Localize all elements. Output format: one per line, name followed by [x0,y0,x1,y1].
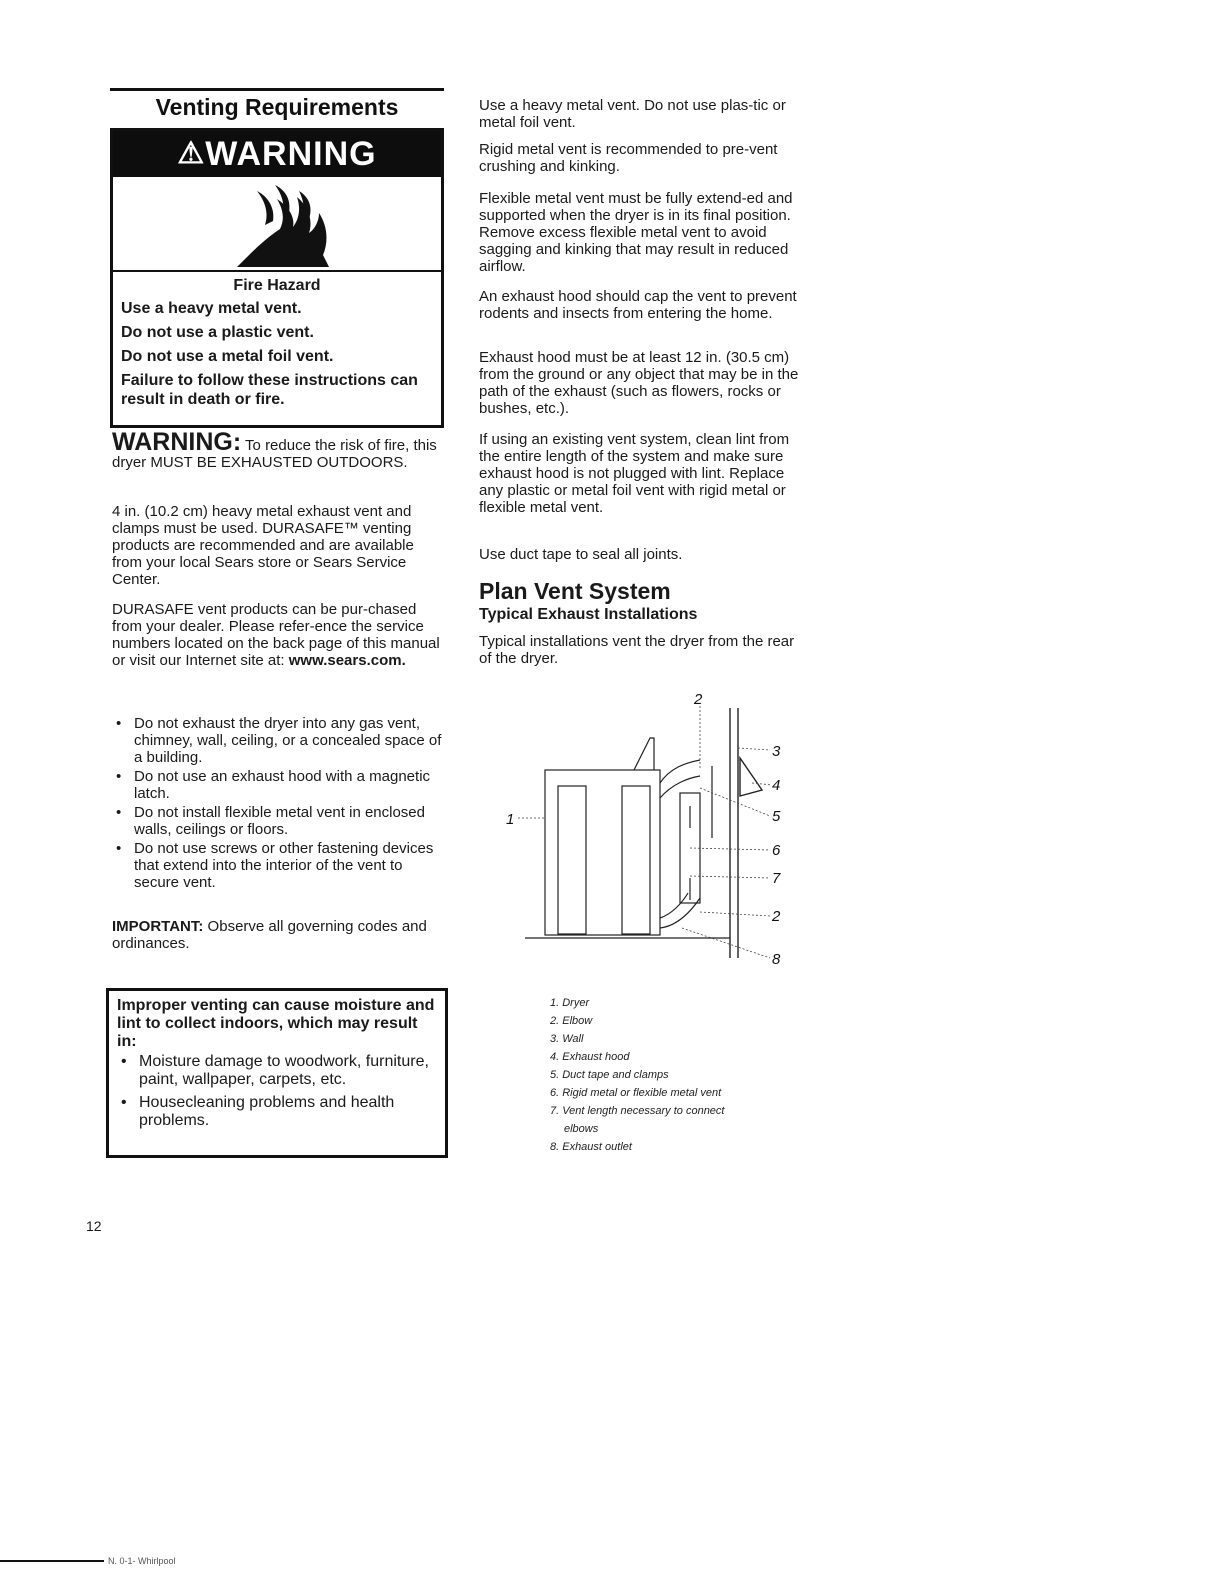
important-text: Observe all governing codes and ordinances. [112,918,427,952]
list-item: • Housecleaning problems and health problems. [117,1094,439,1130]
vent-drawing [660,760,712,928]
list-item: • Do not use screws or other fastening devices that extend into the interior of the vent to secure vent. [112,840,442,891]
paragraph: If using an existing vent system, clean lint from the entire length of the system and make sure exhaust hood is not plugged with lint. Replace any plastic or metal foil vent with rigid metal or flexible metal vent. [479,431,790,516]
list-item: • Do not install flexible metal vent in enclosed walls, ceilings or floors. [112,804,442,838]
diagram-label: 2 [772,908,781,925]
hazard-title: Fire Hazard [233,277,321,294]
warning-triangle-icon: ⚠ [177,137,206,170]
top-rule [110,88,444,91]
warning-divider [113,270,441,272]
important-note [112,918,442,952]
warning-label: WARNING: [112,428,242,456]
paragraph: 4 in. (10.2 cm) heavy metal exhaust vent and clamps must be used. DURASAFE™ venting products are recommended and are available from your local Sears store or Sears Service Center. [112,503,414,588]
warning-text: To reduce the risk of fire, this dryer MUST BE EXHAUSTED OUTDOORS. [112,437,437,471]
hazard-line: Use a heavy metal vent. [121,300,302,317]
paragraph: Rigid metal vent is recommended to pre-vent crushing and kinking. [479,141,778,175]
hazard-line: Do not use a plastic vent. [121,324,314,341]
paragraph: Use a heavy metal vent. Do not use plas-tic or metal foil vent. [479,97,786,131]
paragraph: An exhaust hood should cap the vent to prevent rodents and insects from entering the home. [479,288,797,322]
diagram-label: 2 [694,691,703,708]
plan-text: Typical installations vent the dryer from the rear of the dryer. [479,633,795,667]
legend-item: 1. Dryer [550,997,590,1009]
legend-item: 8. Exhaust outlet [550,1141,632,1153]
list-item: • Do not use an exhaust hood with a magnetic latch. [112,768,442,802]
paragraph: Use duct tape to seal all joints. [479,546,683,563]
exhaust-installation-diagram [500,688,800,968]
paragraph: Flexible metal vent must be fully extend-ed and supported when the dryer is in its final position. Remove excess flexible metal vent to avoid sagging and kinking that may result in reduced airflow. [479,190,793,275]
diagram-label: 3 [772,743,781,760]
plan-title: Plan Vent System [479,578,671,604]
diagram-label: 7 [772,870,781,887]
diagram-label: 4 [772,777,781,794]
section-title: Venting Requirements [155,94,399,120]
moisture-box [106,988,448,1158]
list-item: • Moisture damage to woodwork, furniture, paint, wallpaper, carpets, etc. [117,1053,439,1089]
paragraph-text: DURASAFE vent products can be pur-chased from your dealer. Please refer-ence the service numbers located on the back page of this manual or visit our Internet site at: [112,601,440,669]
list-item: • Do not exhaust the dryer into any gas vent, chimney, wall, ceiling, or a concealed space of a building. [112,715,442,766]
leader-lines [518,706,772,958]
diagram-legend [550,994,810,1156]
footer-line [0,1560,104,1562]
hazard-line: Do not use a metal foil vent. [121,348,334,365]
venting-rules-list [112,715,442,893]
legend-item: elbows [564,1123,599,1135]
footer-text: N. 0-1- Whirlpool [108,1556,176,1566]
diagram-label: 6 [772,842,781,859]
warning-statement [112,428,442,471]
legend-item: 3. Wall [550,1033,584,1045]
warning-box [110,128,444,428]
diagram-label: 1 [506,811,515,828]
legend-item: 4. Exhaust hood [550,1051,630,1063]
diagram-label: 8 [772,951,781,968]
legend-item: 2. Elbow [550,1015,593,1027]
dryer-drawing [525,738,730,938]
warning-banner-text: WARNING [205,135,377,173]
diagram-label: 5 [772,808,781,825]
paragraph [112,601,442,669]
hazard-line: Failure to follow these instructions can result in death or fire. [121,372,418,408]
fire-hazard-icon [225,179,335,269]
website-link[interactable]: www.sears.com. [288,652,406,669]
moisture-heading: Improper venting can cause moisture and lint to collect indoors, which may result in: [117,997,435,1050]
legend-item: 7. Vent length necessary to connect [550,1105,725,1117]
plan-subtitle: Typical Exhaust Installations [479,606,698,623]
wall-drawing [730,708,762,958]
important-label: IMPORTANT: [112,918,204,935]
warning-banner [113,131,441,177]
legend-item: 6. Rigid metal or flexible metal vent [550,1087,722,1099]
page-number: 12 [86,1218,102,1234]
paragraph: Exhaust hood must be at least 12 in. (30.5 cm) from the ground or any object that may be in the path of the exhaust (such as flowers, rocks or bushes, etc.). [479,349,799,417]
moisture-list [117,1053,439,1135]
legend-item: 5. Duct tape and clamps [550,1069,669,1081]
